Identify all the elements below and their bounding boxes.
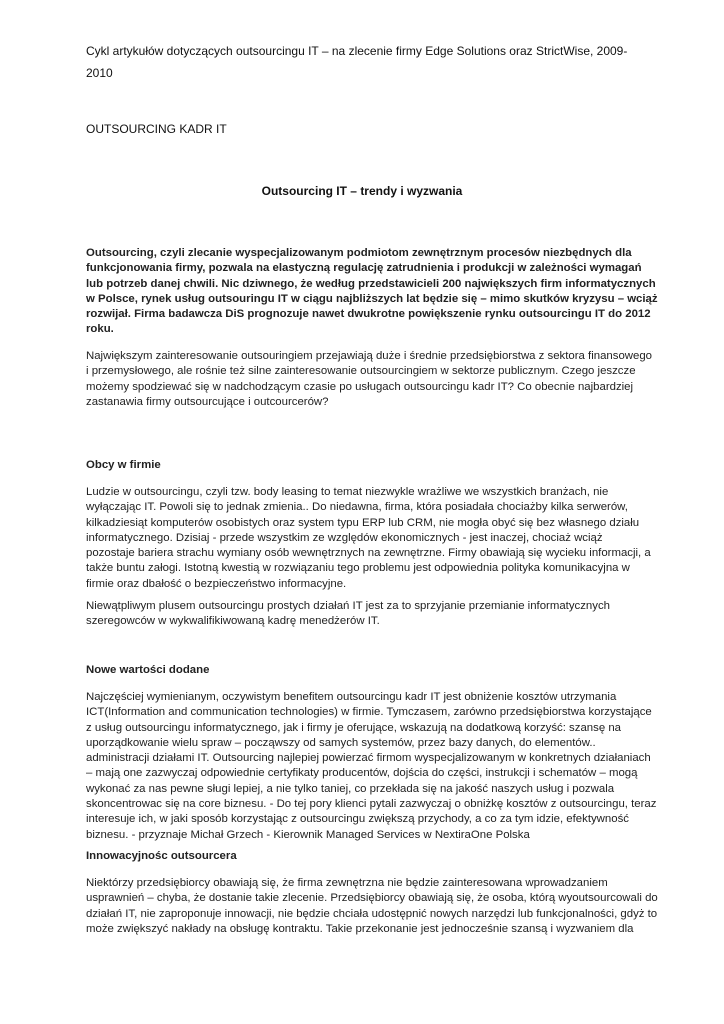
paragraph-line: zastanawia firmy outsourcujące i outcourcerów? bbox=[86, 395, 329, 408]
header-line-1: Cykl artykułów dotyczących outsourcingu IT – na zlecenie firmy Edge Solutions oraz StrictWise, 2009- bbox=[86, 44, 628, 58]
paragraph-line: i przemysłowego, ale rośnie też silne zainteresowanie outsourcingiem w sektorze publicznym. Czego jeszcze bbox=[86, 365, 636, 378]
paragraph-line: informatycznego. Dzisiaj - przede wszystkim ze względów ekonomicznych - jest inaczej, chociaż wciąż bbox=[86, 531, 603, 544]
lead-paragraph bbox=[86, 246, 658, 338]
lead-line: Outsourcing, czyli zlecanie wyspecjalizowanym podmiotom zewnętrznym procesów niezbędnych dla bbox=[86, 247, 632, 259]
lead-line: w Polsce, rynek usług outsouringu IT w ciągu najbliższych lat będzie się – mimo skutków kryzysu – wciąż bbox=[86, 292, 658, 305]
paragraph-line: kilkadziesiąt komputerów osobistych oraz system typu ERP lub CRM, nie mogła obyć się bez własnego działu bbox=[86, 516, 640, 529]
heading-obcy-w-firmie: Obcy w firmie bbox=[86, 459, 161, 471]
paragraph-line: pozostaje bariera strachu wymiany osób wewnętrznych na zewnętrzne. Firmy obawiają się wycieku informacji, a bbox=[86, 547, 651, 560]
paragraph-line: Niektórzy przedsiębiorcy obawiają się, że firma zewnętrzna nie będzie zainteresowana wprowadzaniem bbox=[86, 877, 608, 889]
paragraph-line: biznesu. - przyznaje Michał Grzech - Kierownik Managed Services w NextiraOne Polska bbox=[86, 828, 530, 841]
lead-line: rozwijał. Firma badawcza DiS prognozuje nawet dwukrotne powiększenie rynku outsourcingu IT do 2012 bbox=[86, 308, 651, 321]
paragraph-line: Największym zainteresowanie outsouringiem przejawiają duże i średnie przedsiębiorstwa z sektora finansowego bbox=[86, 350, 653, 362]
paragraph-line: administracji działami IT. Outsourcing najlepiej powierzać firmom wyspecjalizowanym w konkretnych działaniach bbox=[86, 752, 651, 765]
paragraph-line: działań IT, nie zaproponuje innowacji, nie będzie chciała udostępnić nowych narzędzi lub funkcjonalności, gdyż to bbox=[86, 907, 658, 920]
heading-innowacyjnosc: Innowacyjnośc outsourcera bbox=[86, 850, 237, 862]
paragraph-line: firmie oraz dbałość o bezpieczeństwo informacyjne. bbox=[86, 577, 347, 590]
paragraph-line: usprawnień – chyba, że dostanie takie zlecenie. Przedsiębiorcy obawiają się, że osoba, którą wyoutsourcowali do bbox=[86, 892, 658, 905]
paragraph-line: może zwiększyć nakłady na obsługę kontraktu. Takie przekonanie jest jednocześnie szansą i wyzwaniem dla bbox=[86, 922, 634, 935]
paragraph-line: – mają one zazwyczaj odpowiednie certyfikaty producentów, dojścia do części, instrukcji i schematów – mogą bbox=[86, 767, 638, 780]
paragraph-line: Najczęściej wymienianym, oczywistym benefitem outsourcingu kadr IT jest obniżenie kosztów utrzymania bbox=[86, 691, 617, 703]
nowe-paragraph bbox=[86, 690, 657, 843]
paragraph-line: uporządkowanie wielu spraw – począwszy od samych systemów, przez bazy danych, do elementów.. bbox=[86, 736, 596, 749]
lead-line: funkcjonowania firmy, pozwala na elastyczną regulację zatrudnienia i produkcji w zależności wymagań bbox=[86, 262, 642, 275]
obcy-paragraph bbox=[86, 485, 651, 592]
paragraph-line: możemy spodziewać się w nadchodzącym czasie po usługach outsourcingu kadr IT? Co obecnie najbardziej bbox=[86, 380, 634, 393]
paragraph-line: szeregowców w wykwalifikiwowaną kadrę menedżerów IT. bbox=[86, 615, 380, 628]
innowacyjnosc-paragraph bbox=[86, 876, 658, 937]
plus-paragraph bbox=[86, 599, 646, 630]
intro-paragraph bbox=[86, 349, 653, 410]
paragraph-line: interesuje ich, w jaki sposób korzystając z outsourcingu zwiększą przychody, a co za tym idzie, efektywność bbox=[86, 813, 629, 826]
section-label: OUTSOURCING KADR IT bbox=[86, 122, 227, 136]
paragraph-line: Niewątpliwym plusem outsourcingu prostych działań IT jest za to sprzyjanie przemianie informatycznych bbox=[86, 600, 610, 612]
lead-line: lub potrzeb danej chwili. Nic dziwnego, że według przedstawicieli 200 największych firm informatycznych bbox=[86, 277, 656, 290]
lead-line: roku. bbox=[86, 323, 114, 336]
paragraph-line: także buntu załogi. Istotną kwestią w rozwiązaniu tego problemu jest odpowiednia polityka komunikacyjna w bbox=[86, 562, 630, 575]
paragraph-line: skoncentrowac się na core biznesu. - Do tej pory klienci pytali zazwyczaj o obniżkę kosztów z outsourcingu, teraz bbox=[86, 798, 657, 811]
heading-nowe-wartosci: Nowe wartości dodane bbox=[86, 664, 210, 676]
paragraph-line: wyłączając IT. Powoli się to jednak zmienia.. Do niedawna, firma, która posiadała chociażby kilka serwerów, bbox=[86, 501, 628, 514]
paragraph-line: wykonać za nas pewne sługi lepiej, a nie tylko taniej, co przekłada się na jakość naszych usług i pozwala bbox=[86, 782, 615, 795]
paragraph-line: ICT(Information and communication technologies) w firmie. Tymczasem, zarówno przedsiębiorstwa korzystające bbox=[86, 706, 652, 719]
header-line-2: 2010 bbox=[86, 66, 113, 80]
article-title: Outsourcing IT – trendy i wyzwania bbox=[261, 184, 463, 198]
paragraph-line: z usług outsourcingu informatycznego, jak i firmy je oferujące, wskazują na dodatkową korzyść: szansę na bbox=[86, 721, 621, 734]
paragraph-line: Ludzie w outsourcingu, czyli tzw. body leasing to temat niezwykle wrażliwe we wszystkich branżach, nie bbox=[86, 486, 609, 498]
document-header bbox=[86, 40, 646, 84]
